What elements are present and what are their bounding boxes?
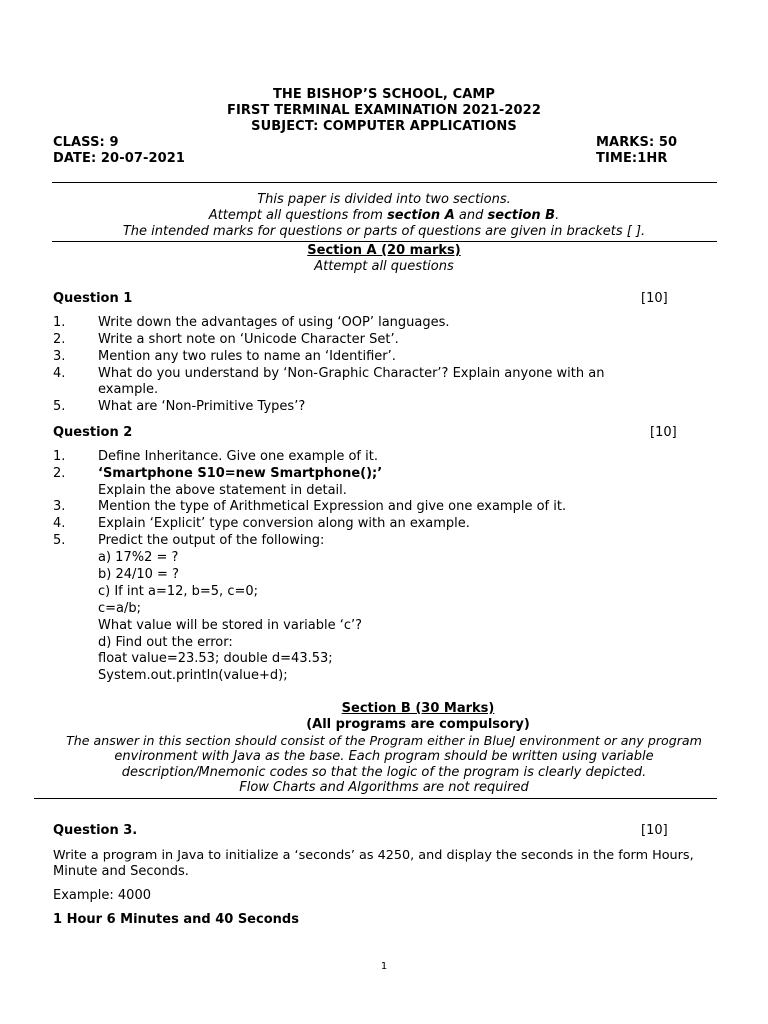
q2-item-number: 1. — [53, 449, 66, 464]
question-2-title: Question 2 — [53, 425, 133, 440]
question-3-title: Question 3. — [53, 823, 138, 838]
q2-item-number: 4. — [53, 516, 66, 531]
q1-item-number: 1. — [53, 315, 66, 330]
question-3-answer: 1 Hour 6 Minutes and 40 Seconds — [53, 912, 299, 927]
q2-subpart: a) 17%2 = ? — [98, 550, 179, 565]
time-label: TIME:1HR — [596, 151, 668, 166]
q2-item-text: Predict the output of the following: — [98, 533, 325, 548]
instruction-line-3: The intended marks for questions or parts of questions are given in brackets [ ]. — [122, 224, 646, 239]
q1-item-number: 4. — [53, 366, 66, 381]
header-divider — [52, 182, 717, 183]
q1-item-number: 2. — [53, 332, 66, 347]
q2-code-statement: ‘Smartphone S10=new Smartphone();’ — [98, 466, 383, 481]
q2-item-continuation: Explain the above statement in detail. — [98, 483, 347, 498]
section-b-note: Flow Charts and Algorithms are not required — [239, 780, 529, 795]
q2-subpart: b) 24/10 = ? — [98, 567, 179, 582]
section-b-note: environment with Java as the base. Each program should be written using variable — [114, 749, 654, 764]
q2-item-number: 2. — [53, 466, 66, 481]
question-3-marks: [10] — [641, 823, 668, 838]
q1-item-number: 5. — [53, 399, 66, 414]
section-b-note: The answer in this section should consist of the Program either in BlueJ environment or any program — [66, 733, 702, 748]
q2-subpart: c) If int a=12, b=5, c=0; — [98, 584, 259, 599]
instructions-divider — [52, 241, 717, 242]
section-b-title: Section B (30 Marks) — [341, 701, 495, 716]
section-b-subtitle: (All programs are compulsory) — [306, 717, 530, 732]
q1-item-number: 3. — [53, 349, 66, 364]
date-label: DATE: 20-07-2021 — [53, 151, 186, 166]
q1-item-text: Write a short note on ‘Unicode Character Set’. — [98, 332, 399, 347]
school-name: THE BISHOP’S SCHOOL, CAMP — [272, 87, 496, 102]
page-number: 1 — [380, 961, 388, 972]
q2-item-number: 3. — [53, 499, 66, 514]
class-label: CLASS: 9 — [53, 135, 119, 150]
question-3-text: Write a program in Java to initialize a ‘seconds’ as 4250, and display the seconds in the form Hours, — [53, 848, 694, 863]
q2-subpart: c=a/b; — [98, 601, 142, 616]
instruction-line-1: This paper is divided into two sections. — [257, 192, 511, 207]
q2-item-text: Define Inheritance. Give one example of it. — [98, 449, 378, 464]
exam-title: FIRST TERMINAL EXAMINATION 2021-2022 — [227, 103, 541, 118]
q2-item-text: Explain ‘Explicit’ type conversion along with an example. — [98, 516, 470, 531]
section-b-divider — [34, 798, 717, 799]
q1-item-continuation: example. — [98, 382, 159, 397]
q1-item-text: What do you understand by ‘Non-Graphic Character’? Explain anyone with an — [98, 366, 605, 381]
question-1-marks: [10] — [641, 291, 668, 306]
question-3-example: Example: 4000 — [53, 888, 151, 903]
q2-item-number: 5. — [53, 533, 66, 548]
q1-item-text: Mention any two rules to name an ‘Identifier’. — [98, 349, 396, 364]
section-b-note: description/Mnemonic codes so that the logic of the program is clearly depicted. — [121, 765, 647, 780]
question-2-marks: [10] — [650, 425, 677, 440]
q2-item-text: Mention the type of Arithmetical Expression and give one example of it. — [98, 499, 567, 514]
q2-subpart: d) Find out the error: — [98, 635, 233, 650]
q2-subpart: System.out.println(value+d); — [98, 668, 288, 683]
q2-subpart: What value will be stored in variable ‘c’? — [98, 618, 363, 633]
q2-subpart: float value=23.53; double d=43.53; — [98, 651, 333, 666]
q1-item-text: Write down the advantages of using ‘OOP’ languages. — [98, 315, 450, 330]
question-1-title: Question 1 — [53, 291, 133, 306]
section-a-subtitle: Attempt all questions — [314, 259, 454, 274]
subject-title: SUBJECT: COMPUTER APPLICATIONS — [251, 119, 517, 134]
marks-label: MARKS: 50 — [596, 135, 678, 150]
section-a-title: Section A (20 marks) — [307, 243, 461, 258]
instruction-line-2: Attempt all questions from section A and section B. — [208, 208, 560, 223]
question-3-text: Minute and Seconds. — [53, 864, 189, 879]
q1-item-text: What are ‘Non-Primitive Types’? — [98, 399, 306, 414]
